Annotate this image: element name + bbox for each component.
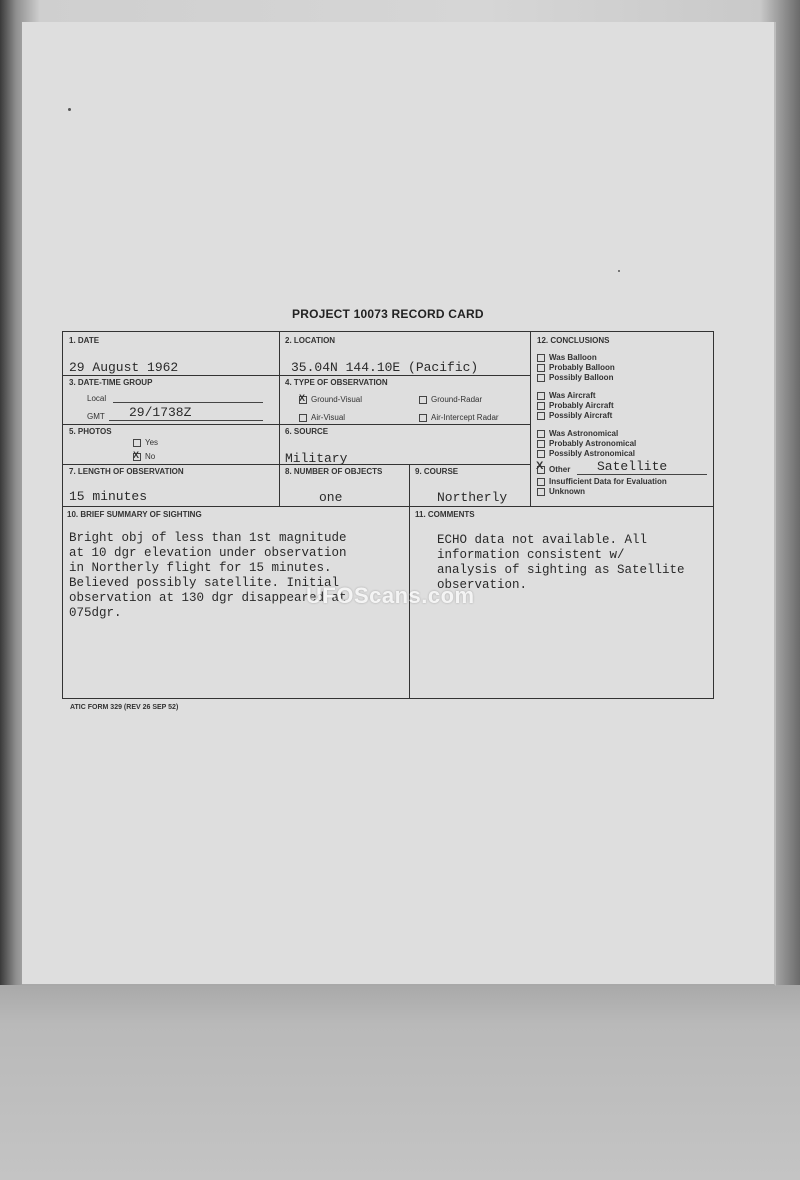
conclusion-unknown: Unknown [537,487,585,497]
divider [409,464,410,698]
conclusion-item: Was Balloon [537,353,597,363]
checkbox-icon [299,414,307,422]
divider [530,332,531,506]
checkbox-icon [419,396,427,404]
conclusion-item: Was Astronomical [537,429,618,439]
length-value: 15 minutes [69,489,148,504]
conclusion-insufficient: Insufficient Data for Evaluation [537,477,667,487]
divider [279,332,280,506]
objects-value: one [319,490,343,505]
scan-speck [68,108,71,111]
comments-label: 11. COMMENTS [415,510,475,519]
summary-text: Bright obj of less than 1st magnitude at 10 dgr elevation under observation in Northerly flight for 15 minutes. Believed possibly satellite. Initial observation at 130 dgr disappeared at 075dgr. [69,531,347,620]
photos-label: 5. PHOTOS [69,427,112,436]
other-underline [577,474,707,475]
divider [63,375,530,376]
dtg-local-label: Local [87,394,107,403]
checkbox-icon [537,450,545,458]
divider [63,506,713,507]
checkbox-icon [537,392,545,400]
type-ground-visual: Ground-Visual [299,395,362,404]
dtg-gmt-line [109,420,263,421]
form-footer: ATIC FORM 329 (REV 26 SEP 52) [70,704,179,711]
checkbox-icon [537,440,545,448]
type-ground-radar: Ground-Radar [419,395,482,404]
scan-lower-strip [0,985,800,1180]
scan-speck [618,270,620,272]
checkbox-icon [537,478,545,486]
photos-yes: Yes [133,438,158,447]
other-check-mark: X [536,460,544,472]
source-value: Military [285,451,348,466]
ground-visual-check-mark: X [299,393,306,403]
checkbox-icon [537,430,545,438]
conclusions-label: 12. CONCLUSIONS [537,336,610,345]
dtg-gmt-label: GMT [87,412,105,421]
card-title: PROJECT 10073 RECORD CARD [292,307,484,321]
type-air-visual: Air-Visual [299,413,345,422]
checkbox-icon [537,412,545,420]
conclusion-item: Probably Balloon [537,363,615,373]
dtg-local-line [113,402,263,403]
conclusion-item: Probably Aircraft [537,401,614,411]
course-label: 9. COURSE [415,467,459,476]
dtg-label: 3. DATE-TIME GROUP [69,378,153,387]
type-label: 4. TYPE OF OBSERVATION [285,378,388,387]
conclusion-item: Possibly Astronomical [537,449,635,459]
checkbox-icon [537,488,545,496]
divider [63,424,530,425]
summary-label: 10. BRIEF SUMMARY OF SIGHTING [67,510,202,519]
checkbox-icon [537,402,545,410]
conclusion-item: Possibly Balloon [537,373,613,383]
checkbox-icon [537,364,545,372]
record-card [62,331,714,699]
length-label: 7. LENGTH OF OBSERVATION [69,467,184,476]
checkbox-icon [419,414,427,422]
location-label: 2. LOCATION [285,336,336,345]
conclusion-item: Probably Astronomical [537,439,636,449]
checkbox-icon [133,439,141,447]
date-value: 29 August 1962 [69,360,179,375]
watermark: UFOScans.com [306,583,475,608]
conclusion-other-value: Satellite [597,459,668,474]
location-value: 35.04N 144.10E (Pacific) [291,360,479,375]
course-value: Northerly [437,490,508,505]
comments-text: ECHO data not available. All information consistent w/ analysis of sighting as Satellite observation. [437,533,685,592]
date-label: 1. DATE [69,336,100,345]
conclusion-item: Was Aircraft [537,391,596,401]
conclusion-item: Possibly Aircraft [537,411,612,421]
checkbox-icon [537,354,545,362]
source-label: 6. SOURCE [285,427,329,436]
objects-label: 8. NUMBER OF OBJECTS [285,467,383,476]
photos-no: No [133,452,155,461]
photos-no-check-mark: X [133,450,140,460]
dtg-gmt-value: 29/1738Z [129,405,192,420]
type-air-intercept: Air-Intercept Radar [419,413,499,422]
checkbox-icon [537,374,545,382]
conclusion-other: Other [537,465,570,475]
